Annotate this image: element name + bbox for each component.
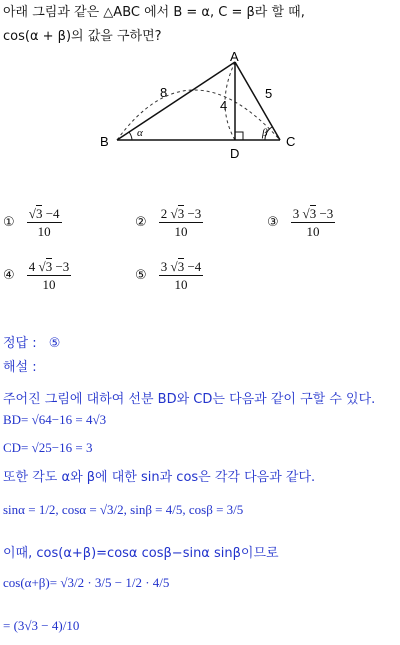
side-ac [235,62,280,140]
explanation-trig-values: sinα = 1/2, cosα = √3/2, sinβ = 4/5, cosβ = 3/5 [3,502,244,517]
choice-mark: ④ [3,268,15,283]
question-line-2: cos(α + β)의 값을 구하면? [3,29,162,44]
choice-mark: ③ [267,215,279,230]
label-c: C [286,134,296,149]
choice-mark: ② [135,215,147,230]
explanation-intro: 주어진 그림에 대하여 선분 BD와 CD는 다음과 같이 구할 수 있다. [3,392,376,407]
label-d: D [230,146,240,160]
answer-line [3,332,60,351]
choice-1[interactable] [3,205,62,240]
choice-5[interactable] [135,258,203,293]
choice-mark: ① [3,215,15,230]
angle-b-arc [129,132,132,140]
choice-2[interactable] [135,205,203,240]
explanation-label: 해설 : [3,360,37,375]
choice-fraction: $\frac{2 √3 -3}{10}$ [160,206,202,239]
choice-fraction: $\frac{√3 -4}{10}$ [28,206,60,239]
label-side-ad: 4 [220,98,228,113]
choice-fraction: $\frac{3 √3 -3}{10}$ [292,206,334,239]
label-side-ac: 5 [265,86,273,101]
right-angle-mark [235,132,243,140]
side-ab [117,62,235,140]
explanation-formula: 이때, cos(α+β)=cosα cosβ−sinα sinβ이므로 [3,546,279,561]
triangle-figure [90,50,310,160]
explanation-cd: CD= √25−16 = 3 [3,440,93,455]
choice-mark: ⑤ [135,268,147,283]
answer-label: 정답 : [3,336,37,351]
explanation-calc: cos(α+β)= √3/2 · 3/5 − 1/2 · 4/5 [3,575,170,590]
answer-value: ⑤ [48,336,61,351]
explanation-bd: BD= √64−16 = 4√3 [3,412,107,427]
choice-fraction: $\frac{4 √3 -3}{10}$ [28,259,70,292]
explanation-result: = (3√3 − 4)/10 [3,618,80,633]
choice-4[interactable] [3,258,71,293]
label-b: B [100,134,109,149]
label-angle-b: α [137,127,143,139]
choice-3[interactable] [267,205,335,240]
choice-fraction: $\frac{3 √3 -4}{10}$ [160,259,202,292]
label-angle-c: β [262,127,268,139]
label-a: A [230,50,239,64]
question-line-1: 아래 그림과 같은 △ABC 에서 B = α, C = β라 할 때, [3,5,305,20]
label-side-ab: 8 [160,85,168,100]
explanation-trig-intro: 또한 각도 α와 β에 대한 sin과 cos은 각각 다음과 같다. [3,470,316,485]
